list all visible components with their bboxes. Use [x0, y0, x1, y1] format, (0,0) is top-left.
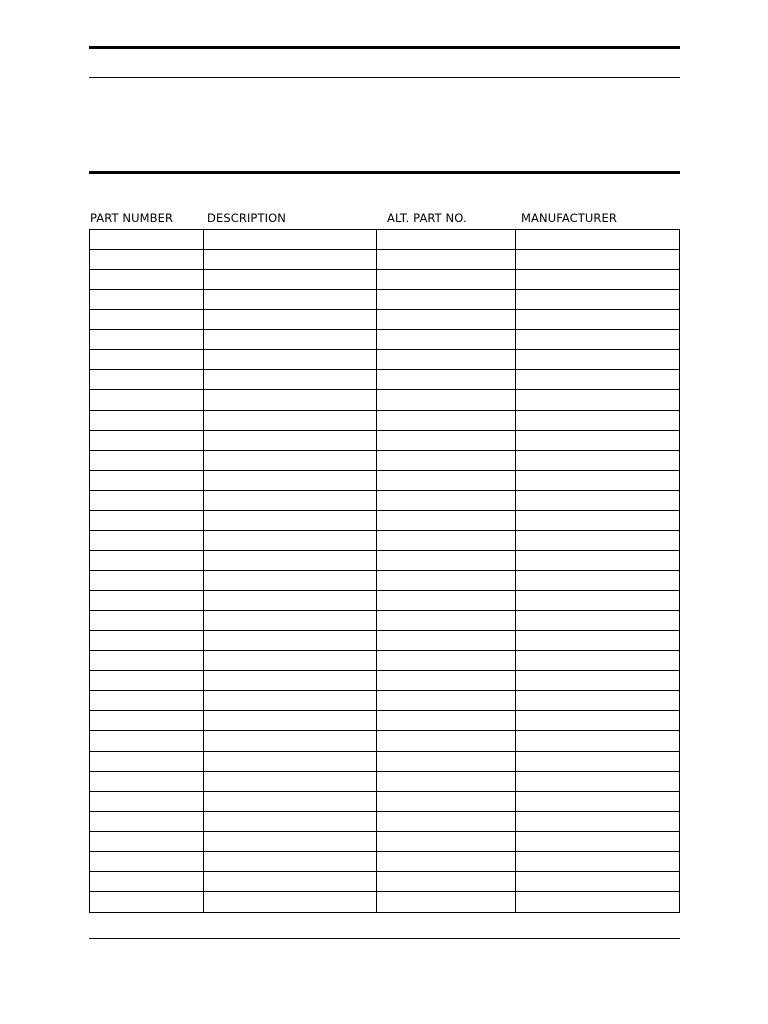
- table-row-divider: [90, 389, 679, 390]
- table-row-divider: [90, 751, 679, 752]
- table-row-divider: [90, 349, 679, 350]
- table-row-divider: [90, 570, 679, 571]
- table-row-divider: [90, 470, 679, 471]
- table-row-divider: [90, 490, 679, 491]
- table-row-divider: [90, 670, 679, 671]
- table-row-divider: [90, 249, 679, 250]
- table-row-divider: [90, 690, 679, 691]
- table-row-divider: [90, 851, 679, 852]
- table-row-divider: [90, 510, 679, 511]
- table-row-divider: [90, 369, 679, 370]
- table-row-divider: [90, 831, 679, 832]
- table-row-divider: [90, 329, 679, 330]
- table-row-divider: [90, 550, 679, 551]
- top-thick-rule: [89, 46, 680, 49]
- table-row-divider: [90, 269, 679, 270]
- table-row-divider: [90, 610, 679, 611]
- parts-table-grid: [89, 229, 680, 913]
- table-row-divider: [90, 791, 679, 792]
- bottom-thin-rule: [89, 938, 680, 939]
- column-divider: [515, 230, 516, 912]
- header-description: DESCRIPTION: [207, 211, 286, 225]
- table-row-divider: [90, 309, 679, 310]
- header-alt-part-no: ALT. PART NO.: [387, 211, 467, 225]
- table-row-divider: [90, 450, 679, 451]
- table-row-divider: [90, 730, 679, 731]
- table-row-divider: [90, 530, 679, 531]
- table-row-divider: [90, 289, 679, 290]
- table-row-divider: [90, 771, 679, 772]
- header-manufacturer: MANUFACTURER: [521, 211, 617, 225]
- table-row-divider: [90, 891, 679, 892]
- table-row-divider: [90, 410, 679, 411]
- table-row-divider: [90, 630, 679, 631]
- section-divider-rule: [89, 171, 680, 174]
- column-divider: [203, 230, 204, 912]
- table-row-divider: [90, 710, 679, 711]
- table-row-divider: [90, 811, 679, 812]
- table-row-divider: [90, 430, 679, 431]
- column-divider: [376, 230, 377, 912]
- table-row-divider: [90, 590, 679, 591]
- header-part-number: PART NUMBER: [90, 211, 174, 225]
- table-row-divider: [90, 650, 679, 651]
- top-thin-rule: [89, 77, 680, 78]
- table-row-divider: [90, 871, 679, 872]
